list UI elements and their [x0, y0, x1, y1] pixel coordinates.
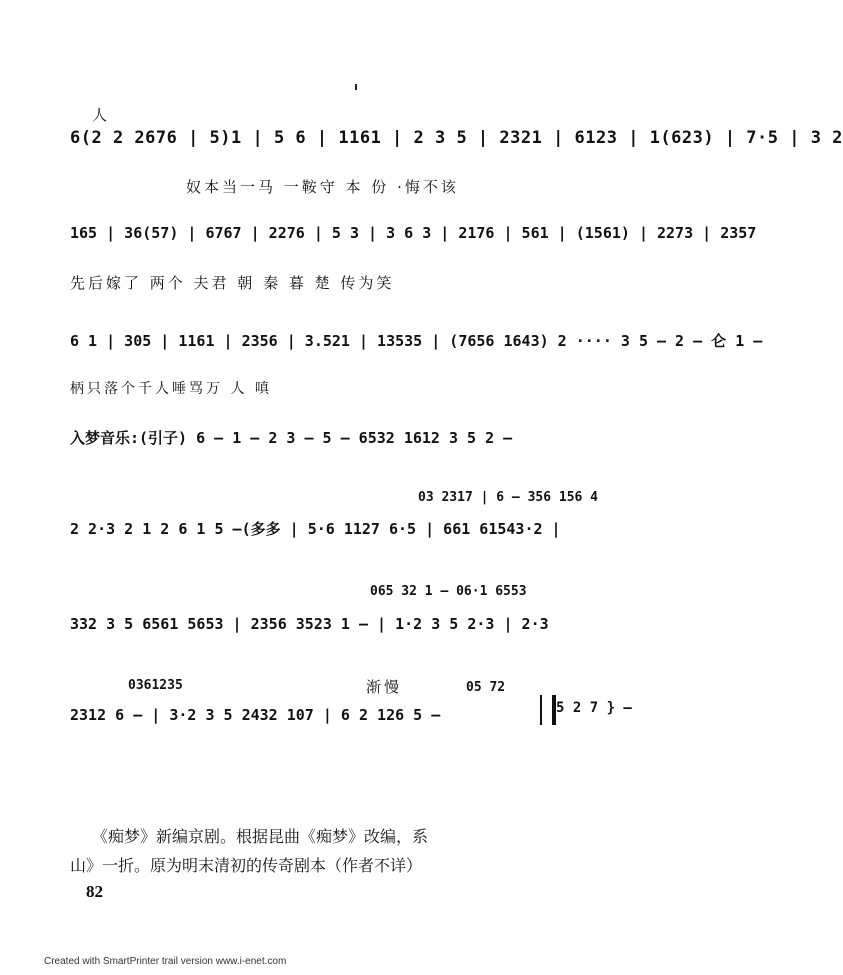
score-line-7-chord: 5 2 7 } — [556, 700, 632, 716]
score-line-5-notation: 2 2·3 2 1 2 6 1 5 —(多多 | 5·6 1127 6·5 | 661 61543·2 | [70, 520, 561, 538]
caption-line-1: 《痴梦》新编京剧。根据昆曲《痴梦》改编，系 [92, 827, 429, 846]
score-line-4-notation: 入梦音乐:(引子) 6 — 1 — 2 3 — 5 — 6532 1612 3 5 2 — [70, 429, 513, 447]
stray-mark [355, 84, 357, 90]
page-number: 82 [86, 882, 103, 901]
final-barline [540, 695, 556, 725]
score-line-7-upper-right: 05 72 [466, 680, 506, 695]
score-line-3-lyrics: 柄只落个千人唾骂万 人 嗔 [70, 381, 272, 397]
score-line-6-upper: 065 32 1 — 06·1 6553 [370, 584, 527, 599]
score-line-3-notation: 6 1 | 305 | 1161 | 2356 | 3.521 | 13535 | (7656 1643) 2 ···· 3 5 — 2 — 仑 1 — [70, 332, 763, 350]
score-line-7-notation: 2312 6 — | 3·2 3 5 2432 107 | 6 2 126 5 — [70, 706, 441, 724]
score-line-2-notation: 165 | 36(57) | 6767 | 2276 | 5 3 | 3 6 3 | 2176 | 561 | (1561) | 2273 | 2357 [70, 224, 757, 242]
score-line-5-upper: 03 2317 | 6 — 356 156 4 [418, 490, 599, 505]
score-line-1-label: 人 [92, 106, 111, 124]
caption-line-2: 山》一折。原为明末清初的传奇剧本（作者不详） [70, 856, 423, 875]
footer-watermark: Created with SmartPrinter trail version www.i-enet.com [44, 956, 287, 967]
tempo-marking: 渐慢 [366, 678, 403, 696]
score-line-7-upper-left: 0361235 [128, 678, 183, 693]
score-line-2-lyrics: 先后嫁了 两个 夫君 朝 秦 暮 楚 传为笑 [70, 274, 395, 292]
score-line-6-notation: 332 3 5 6561 5653 | 2356 3523 1 — | 1·2 3 5 2·3 | 2·3 [70, 615, 549, 633]
score-line-1-notation: 6(2 2 2676 | 5)1 | 5 6 | 1161 | 2 3 5 | 2321 | 6123 | 1(623) | 7·5 | 3 2 [70, 128, 843, 148]
score-line-1-lyrics: 奴本当一马 一鞍守 本 份 ·悔不该 [186, 178, 459, 196]
